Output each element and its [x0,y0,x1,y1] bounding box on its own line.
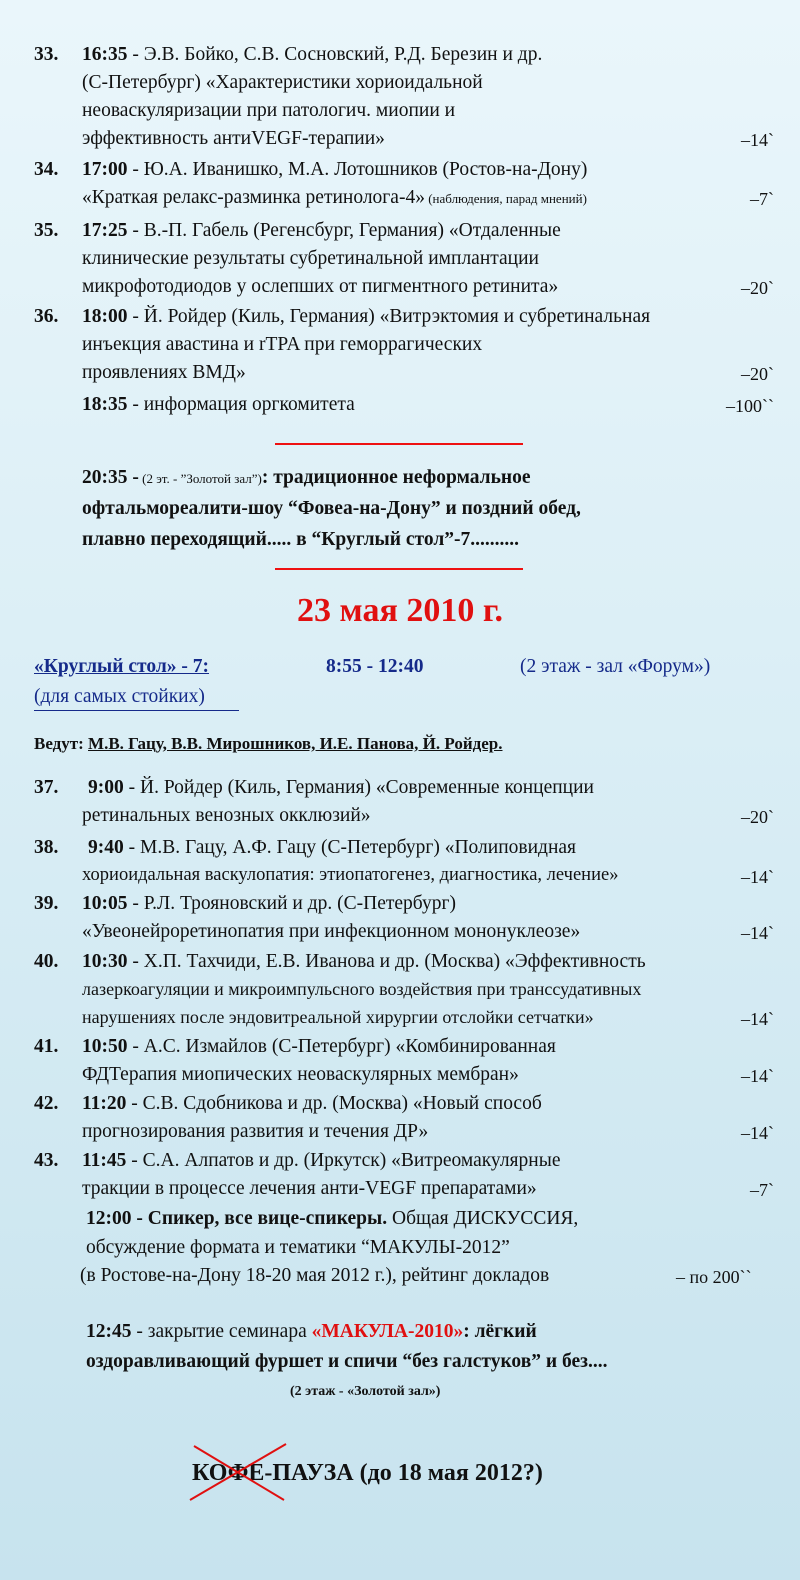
entry-time: 17:00 [82,159,128,180]
entry-number: 39. [34,893,59,914]
cross-out-mark [188,1442,288,1502]
entry-number: 35. [34,220,59,241]
entry-duration: –20` [741,807,774,827]
entry-number: 43. [34,1150,59,1171]
program-entry-42: 42. 11:20 - С.В. Сдобникова и др. (Москва) «Новый способ прогнозирования развития и течения ДР» –14` [34,1090,774,1146]
entry-number: 34. [34,159,59,180]
entry-number: 38. [34,837,59,858]
round-table-subtitle: (для самых стойких) [34,686,205,707]
entry-duration: –14` [741,1066,774,1086]
entry-duration: –20` [741,364,774,384]
evening-show: 20:35 - (2 эт. - ”Золотой зал”): традиционное неформальное [82,467,531,488]
moderators: Ведут: М.В. Гацу, В.В. Мирошников, И.Е. Панова, Й. Ройдер. [34,734,503,753]
entry-time: 9:40 [88,837,124,858]
program-entry-41: 41. 10:50 - А.С. Измайлов (С-Петербург) «Комбинированная ФДТерапия миопических неоваскулярных мембран» –14` [34,1033,774,1089]
entry-duration: –14` [741,1123,774,1143]
brand-name: «МАКУЛА-2010» [311,1321,464,1342]
program-page: 33. 16:35 - Э.В. Бойко, С.В. Сосновский, Р.Д. Березин и др. (С-Петербург) «Характеристики хориоидальной неоваскуляризации при патологич. миопии и эффективность антиVEGF-терапии» –14` 34. 17:00 - Ю.А. Иванишко, М.А. Лотошников (Ростов-на-Дону) «Краткая релакс-разминка ретинолога-4» (наблюдения, парад мнений) –7` 35. 17:25 - В.-П. Габель (Регенсбург, Германия) «Отдаленные клинические результаты субретинальной имплантации микрофотодиодов у ослепших от пигментного ретинита» –20` 36. 18:00 - Й. Ройдер (Киль, Германия) «Витрэктомия и субретинальная инъекция авастина и rTPA при геморрагических проявлениях ВМД» –20` 18:35 - информация оргкомитета –100`` 20:35 - (2 эт. - ”Золотой зал”): традиционное неформальное офтальмореалити-шоу “Фовеа-на-Дону” и поздний обед, плавно переходящий..... в “Круглый стол”-7.......... 23 мая 2010 г. «Круглый стол» - 7: (для самых стойких) 8:55 - 12:40 (2 этаж - зал «Форум») Ведут: М.В. Гацу, В.В. Мирошников, И.Е. Панова, Й. Ройдер. 37. 9:00 - Й. Ройдер (Киль, Германия) «Современные концепции ретинальных венозных окклюзий» –20` 38. 9:40 - М.В. Гацу, А.Ф. Гацу (С-Петербург) «Полиповидная хориоидальная васкулопатия: этиопатогенез, диагностика, лечение» –14` 39. 10:05 - Р.Л. Трояновский и др. (С-Петербург) «Увеонейроретинопатия при инфекционном мононуклеозе» –14` 40. 10:30 - Х.П. Тахчиди, Е.В. Иванова и др. (Москва) «Эффективность лазеркоагуляции и микроимпульсного воздействия при транссудативных нарушениях после эндовитреальной хирургии отслойки сетчатки» –14` 41. 10:50 - А.С. Измайлов (С-Петербург) «Комбинированная ФДТерапия миопических неоваскулярных мембран» –14` 42. 11:20 - С.В. Сдобникова и др. (Москва) «Новый способ прогнозирования развития и течения ДР» –14` 43. 11:45 - С.А. Алпатов и др. (Иркутск) «Витреомакулярные тракции в процессе лечения анти-VEGF препаратами» –7` 12:00 - Спикер, все вице-спикеры. Общая ДИСКУССИЯ, обсуждение формата и тематики “МАКУЛЫ-2012” (в Ростове-на-Дону 18-20 мая 2012 г.), рейтинг докладов – по 200`` 12:45 - закрытие семинара «МАКУЛА-2010»: лёгкий оздоравливающий фуршет и спичи “без галстуков” и без.... (2 этаж - «Золотой зал») КОФЕ-ПАУЗА (до 18 мая 2012?) [0,0,800,1580]
entry-time: 9:00 [88,777,124,798]
round-table-place: (2 этаж - зал «Форум») [520,656,711,677]
entry-duration: –7` [750,189,774,209]
program-entry-35: 35. 17:25 - В.-П. Габель (Регенсбург, Германия) «Отдаленные клинические результаты субретинальной имплантации микрофотодиодов у ослепших от пигментного ретинита» –20` [34,217,774,301]
round-table-time: 8:55 - 12:40 [326,656,424,677]
program-entry-34: 34. 17:00 - Ю.А. Иванишко, М.А. Лотошников (Ростов-на-Дону) «Краткая релакс-разминка ретинолога-4» (наблюдения, парад мнений) –7` [34,156,774,212]
day-title: 23 мая 2010 г. [297,592,503,629]
entry-duration: –14` [741,1009,774,1029]
entry-number: 40. [34,951,59,972]
program-entry-36: 36. 18:00 - Й. Ройдер (Киль, Германия) «Витрэктомия и субретинальная инъекция авастина и rTPA при геморрагических проявлениях ВМД» –20` [34,303,774,387]
divider-line [275,443,523,445]
entry-duration: –14` [741,130,774,150]
program-entry-39: 39. 10:05 - Р.Л. Трояновский и др. (С-Петербург) «Увеонейроретинопатия при инфекционном мононуклеозе» –14` [34,890,774,946]
entry-time: 10:30 [82,951,128,972]
entry-duration: –14` [741,867,774,887]
program-entry-38: 38. 9:40 - М.В. Гацу, А.Ф. Гацу (С-Петербург) «Полиповидная хориоидальная васкулопатия: этиопатогенез, диагностика, лечение» –14` [34,834,774,890]
entry-number: 36. [34,306,59,327]
entry-time: 18:00 [82,306,128,327]
coffee-pause: КОФЕ-ПАУЗА (до 18 мая 2012?) [192,1460,543,1486]
closing: 12:45 - закрытие семинара «МАКУЛА-2010»: лёгкий [86,1321,537,1342]
entry-time: 10:50 [82,1036,128,1057]
round-table-title: «Круглый стол» - 7: [34,656,210,677]
entry-time: 11:45 [82,1150,127,1171]
crossed-word: КОФЕ [192,1460,265,1486]
entry-time: 10:05 [82,893,128,914]
discussion: 12:00 - Спикер, все вице-спикеры. Общая ДИСКУССИЯ, [86,1208,579,1229]
divider-line [275,568,523,570]
entry-time: 17:25 [82,220,128,241]
entry-duration: –7` [750,1180,774,1200]
subtitle-underline [34,710,239,711]
entry-time: 11:20 [82,1093,127,1114]
program-entry-43: 43. 11:45 - С.А. Алпатов и др. (Иркутск) «Витреомакулярные тракции в процессе лечения анти-VEGF препаратами» –7` [34,1147,774,1203]
entry-number: 42. [34,1093,59,1114]
entry-number: 41. [34,1036,59,1057]
entry-time: 16:35 [82,44,128,65]
entry-duration: –20` [741,278,774,298]
program-entry-40: 40. 10:30 - Х.П. Тахчиди, Е.В. Иванова и др. (Москва) «Эффективность лазеркоагуляции и микроимпульсного воздействия при транссудативных нарушениях после эндовитреальной хирургии отслойки сетчатки» –14` [34,948,774,1032]
organizing-info: 18:35 - информация оргкомитета –100`` [82,394,774,416]
entry-number: 37. [34,777,59,798]
program-entry-37: 37. 9:00 - Й. Ройдер (Киль, Германия) «Современные концепции ретинальных венозных окклюзий» –20` [34,774,774,830]
program-entry-33: 33. 16:35 - Э.В. Бойко, С.В. Сосновский, Р.Д. Березин и др. (С-Петербург) «Характеристики хориоидальной неоваскуляризации при патологич. миопии и эффективность антиVEGF-терапии» –14` [34,41,774,151]
entry-duration: –14` [741,923,774,943]
entry-number: 33. [34,44,59,65]
